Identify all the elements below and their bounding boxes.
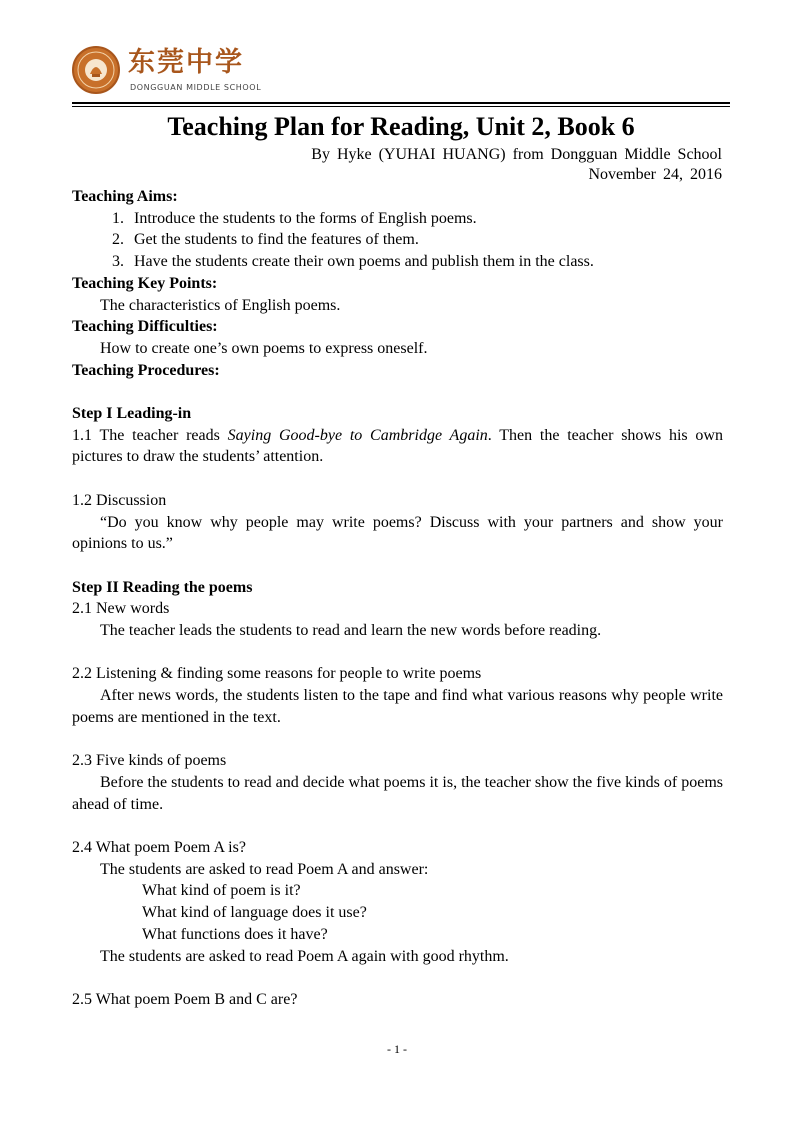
step2-4-heading: 2.4 What poem Poem A is?: [72, 839, 246, 856]
step1-2-heading: 1.2 Discussion: [72, 491, 167, 509]
step2-1-heading: 2.1 New words: [72, 600, 170, 618]
question-item: What kind of poem is it?: [142, 882, 301, 900]
procedures-heading: Teaching Procedures:: [72, 361, 220, 379]
step2-3-heading: 2.3 Five kinds of poems: [72, 752, 227, 770]
question-item: What kind of language does it use?: [142, 904, 367, 922]
aims-heading: Teaching Aims:: [72, 188, 178, 205]
step1-1-paragraph: [72, 425, 723, 468]
school-name-cn: 东莞中学: [128, 47, 244, 78]
difficulties-heading: Teaching Difficulties:: [72, 318, 218, 336]
page-header: [72, 42, 732, 102]
difficulties-text: How to create one’s own poems to express oneself.: [100, 339, 428, 357]
aims-list: [72, 208, 723, 273]
poem-title: Saying Good-bye to Cambridge Again: [227, 426, 488, 444]
step2-1-text: The teacher leads the students to read and learn the new words before reading.: [100, 622, 602, 640]
step2-4-intro: The students are asked to read Poem A and answer:: [100, 860, 429, 878]
school-logo-icon: [72, 46, 120, 94]
header-rule-thick: [72, 102, 730, 104]
school-name-en: DONGGUAN MIDDLE SCHOOL: [130, 83, 262, 92]
step2-5-heading: 2.5 What poem Poem B and C are?: [72, 990, 298, 1008]
header-rule-thin: [72, 106, 730, 107]
step2-2-heading: 2.2 Listening & finding some reasons for people to write poems: [72, 665, 482, 683]
step1-1-post: . Then the teacher shows his own pictures to draw the students’ attention.: [72, 426, 723, 466]
key-points-heading: Teaching Key Points:: [72, 274, 218, 292]
aims-item: 1. Introduce the students to the forms of English poems.: [128, 208, 723, 230]
step1-heading: Step I Leading-in: [72, 405, 192, 423]
author-byline: By Hyke (YUHAI HUANG) from Dongguan Middle School: [311, 146, 722, 163]
key-points-text: The characteristics of English poems.: [100, 296, 341, 314]
question-item: What functions does it have?: [142, 925, 328, 943]
step2-heading: Step II Reading the poems: [72, 578, 253, 596]
step2-4-outro: The students are asked to read Poem A again with good rhythm.: [100, 947, 509, 965]
document-title: Teaching Plan for Reading, Unit 2, Book 6: [167, 112, 635, 141]
step2-3-text: Before the students to read and decide what poems it is, the teacher show the five kinds of poems ahead of time.: [72, 773, 723, 813]
step1-2-text: “Do you know why people may write poems? Discuss with your partners and show your opinions to us.”: [72, 513, 723, 553]
step1-1-pre: 1.1 The teacher reads: [72, 426, 228, 444]
aims-item: 3. Have the students create their own poems and publish them in the class.: [128, 251, 723, 273]
step2-2-text: After news words, the students listen to the tape and find what various reasons why people write poems are mentioned in the text.: [72, 687, 723, 726]
document-body: [72, 186, 723, 1011]
document-date: November 24, 2016: [588, 166, 722, 183]
aims-item: 2. Get the students to find the features of them.: [128, 229, 723, 251]
page-number: - 1 -: [387, 1042, 407, 1056]
